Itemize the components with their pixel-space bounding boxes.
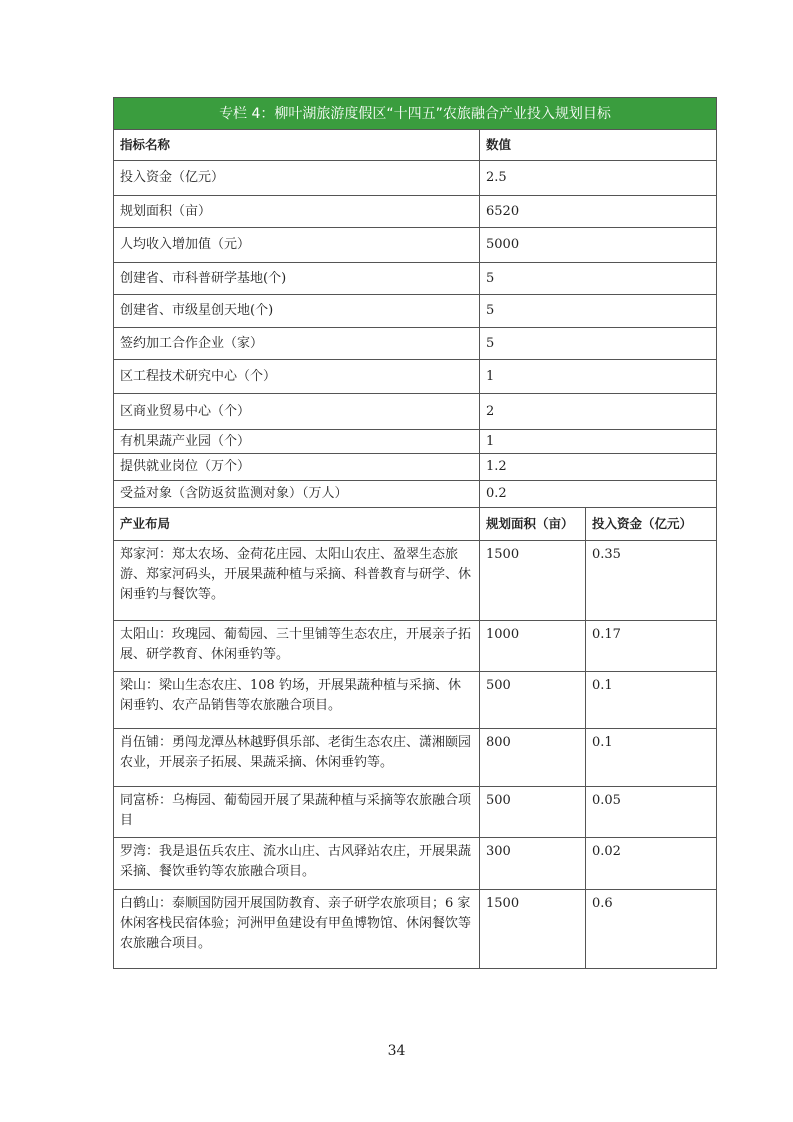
indicator-name: 有机果蔬产业园（个）: [114, 430, 480, 454]
layout-investment: 0.6: [586, 890, 717, 969]
indicator-row: [114, 360, 717, 394]
indicator-value: 1: [480, 430, 717, 454]
indicator-value: 6520: [480, 196, 717, 228]
layout-investment: 0.35: [586, 541, 717, 621]
indicator-row: [114, 328, 717, 360]
table-title: 专栏 4：柳叶湖旅游度假区“十四五”农旅融合产业投入规划目标: [114, 98, 717, 130]
layout-row: [114, 672, 717, 729]
layout-area: 800: [480, 729, 586, 787]
indicator-name: 规划面积（亩）: [114, 196, 480, 228]
indicator-value: 5: [480, 263, 717, 295]
page-number: 34: [387, 1043, 406, 1059]
layout-area-header: 规划面积（亩）: [480, 508, 586, 541]
layout-row: [114, 541, 717, 621]
layout-area: 1000: [480, 621, 586, 672]
layout-description: 肖伍铺：勇闯龙潭丛林越野俱乐部、老街生态农庄、潇湘颐园农业，开展亲子拓展、果蔬采摘、休闲垂钓等。: [114, 729, 480, 787]
layout-row: [114, 890, 717, 969]
indicator-name: 人均收入增加值（元）: [114, 228, 480, 263]
layout-row: [114, 729, 717, 787]
indicator-row: [114, 454, 717, 481]
indicator-value: 1: [480, 360, 717, 394]
layout-description: 白鹤山：泰顺国防园开展国防教育、亲子研学农旅项目；6 家休闲客栈民宿体验；河洲甲鱼建设有甲鱼博物馆、休闲餐饮等农旅融合项目。: [114, 890, 480, 969]
indicator-row: [114, 481, 717, 508]
layout-name-header: 产业布局: [114, 508, 480, 541]
indicator-name: 提供就业岗位（万个）: [114, 454, 480, 481]
indicator-value: 5000: [480, 228, 717, 263]
indicator-header-row: [114, 130, 717, 161]
layout-area: 300: [480, 838, 586, 890]
indicator-row: [114, 263, 717, 295]
layout-area: 1500: [480, 890, 586, 969]
indicator-row: [114, 394, 717, 430]
indicator-value: 2: [480, 394, 717, 430]
layout-investment-header: 投入资金（亿元）: [586, 508, 717, 541]
indicator-name: 区商业贸易中心（个）: [114, 394, 480, 430]
layout-investment: 0.17: [586, 621, 717, 672]
layout-description: 太阳山：玫瑰园、葡萄园、三十里铺等生态农庄，开展亲子拓展、研学教育、休闲垂钓等。: [114, 621, 480, 672]
layout-area: 1500: [480, 541, 586, 621]
indicator-value: 5: [480, 328, 717, 360]
layout-investment: 0.05: [586, 787, 717, 838]
layout-row: [114, 838, 717, 890]
indicator-row: [114, 430, 717, 454]
indicator-name-header: 指标名称: [114, 130, 480, 161]
layout-investment: 0.02: [586, 838, 717, 890]
indicator-row: [114, 228, 717, 263]
indicator-value: 2.5: [480, 161, 717, 196]
planning-targets-table: [113, 97, 717, 969]
indicator-value-header: 数值: [480, 130, 717, 161]
indicator-name: 区工程技术研究中心（个）: [114, 360, 480, 394]
indicator-name: 创建省、市科普研学基地(个): [114, 263, 480, 295]
layout-area: 500: [480, 672, 586, 729]
indicator-value: 1.2: [480, 454, 717, 481]
layout-header-row: [114, 508, 717, 541]
table-title-row: [114, 98, 717, 130]
layout-description: 郑家河：郑太农场、金荷花庄园、太阳山农庄、盈翠生态旅游、郑家河码头，开展果蔬种植与采摘、科普教育与研学、休闲垂钓与餐饮等。: [114, 541, 480, 621]
layout-area: 500: [480, 787, 586, 838]
indicator-value: 5: [480, 295, 717, 328]
indicator-row: [114, 161, 717, 196]
indicator-name: 签约加工合作企业（家）: [114, 328, 480, 360]
layout-row: [114, 787, 717, 838]
indicator-name: 受益对象（含防返贫监测对象）（万人）: [114, 481, 480, 508]
indicator-name: 投入资金（亿元）: [114, 161, 480, 196]
indicator-value: 0.2: [480, 481, 717, 508]
layout-investment: 0.1: [586, 672, 717, 729]
layout-description: 罗湾：我是退伍兵农庄、流水山庄、古风驿站农庄，开展果蔬采摘、餐饮垂钓等农旅融合项目。: [114, 838, 480, 890]
indicator-row: [114, 196, 717, 228]
layout-row: [114, 621, 717, 672]
layout-description: 梁山：梁山生态农庄、108 钓场，开展果蔬种植与采摘、休闲垂钓、农产品销售等农旅融合项目。: [114, 672, 480, 729]
indicator-name: 创建省、市级星创天地(个): [114, 295, 480, 328]
indicator-row: [114, 295, 717, 328]
layout-description: 同富桥：乌梅园、葡萄园开展了果蔬种植与采摘等农旅融合项目: [114, 787, 480, 838]
layout-investment: 0.1: [586, 729, 717, 787]
